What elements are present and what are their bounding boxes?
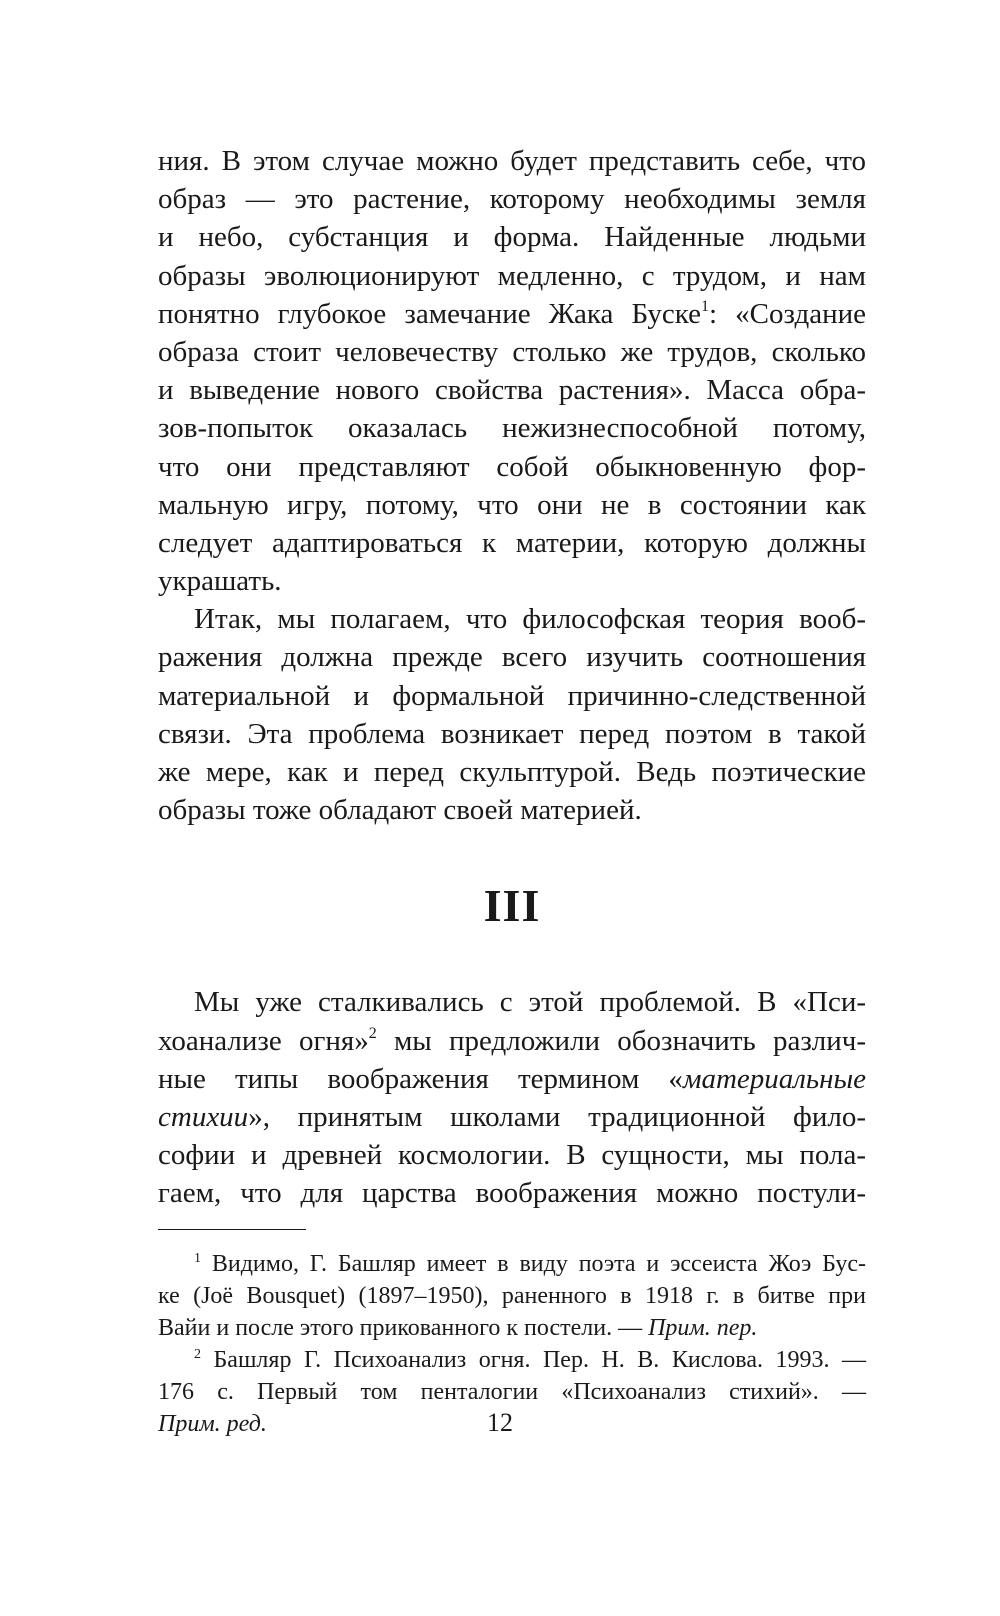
page-number: 12	[487, 1408, 513, 1437]
text-fragment: понятно глубокое замечание Жака Буске	[158, 297, 702, 330]
footnote-attribution: Прим. ред.	[158, 1410, 267, 1437]
text-fragment: мы предложили обозначить различ-	[376, 1024, 867, 1057]
text-line: и выведение нового свойства растения». Масса обра-	[158, 374, 866, 407]
paragraph-3	[158, 983, 866, 1212]
italic-term: материальные	[682, 1062, 866, 1095]
text-line: образы эволюционируют медленно, с трудом, и нам	[158, 259, 866, 292]
text-fragment: Видимо, Г. Башляр имеет в виду поэта и эссеиста Жоэ Бус-	[201, 1250, 866, 1277]
text-line	[158, 1060, 866, 1098]
paragraph-1	[158, 142, 866, 600]
book-page	[158, 142, 866, 1440]
footnote-line	[158, 1344, 866, 1376]
text-line: Итак, мы полагаем, что философская теория вооб-	[194, 603, 866, 636]
text-line: ражения должна прежде всего изучить соотношения	[158, 641, 866, 674]
footnote-ref-2: 2	[368, 1024, 377, 1042]
footnote-divider	[158, 1229, 306, 1230]
text-fragment: ные типы воображения термином «	[158, 1062, 683, 1095]
text-line: украшать.	[158, 565, 282, 598]
text-line: мальную игру, потому, что они не в состоянии как	[158, 488, 866, 521]
text-line: следует адаптироваться к материи, которую должны	[158, 526, 866, 559]
text-line: и небо, субстанция и форма. Найденные людьми	[158, 221, 866, 254]
text-fragment: : «Создание	[709, 297, 866, 330]
text-line: софии и древней космологии. В сущности, мы пола-	[158, 1139, 866, 1172]
footnote-marker: 2	[194, 1346, 201, 1362]
text-line: образ — это растение, которому необходимы земля	[158, 183, 866, 216]
footnote-attribution: Прим. пер.	[648, 1314, 758, 1341]
footnote-1	[158, 1248, 866, 1344]
text-line: образа стоит человечеству столько же трудов, сколько	[158, 335, 866, 368]
italic-term: стихии	[158, 1100, 249, 1133]
text-fragment: Вайи и после этого прикованного к постели. —	[158, 1314, 649, 1341]
text-line: ния. В этом случае можно будет представить себе, что	[158, 145, 866, 177]
text-line: связи. Эта проблема возникает перед поэтом в такой	[158, 717, 866, 750]
section-heading: III	[483, 880, 541, 932]
text-line	[158, 1022, 866, 1060]
text-fragment: », принятым школами традиционной фило-	[248, 1100, 866, 1133]
footnote-line: ке (Joë Bousquet) (1897–1950), раненного в 1918 г. в битве при	[158, 1282, 866, 1309]
footnote-line	[158, 1248, 866, 1280]
text-line	[158, 1098, 866, 1136]
text-line: Мы уже сталкивались с этой проблемой. В «Пси-	[194, 986, 866, 1019]
text-line: что они представляют собой обыкновенную фор-	[158, 450, 866, 483]
footnote-marker: 1	[194, 1250, 201, 1266]
text-line	[158, 295, 866, 333]
footnote-line: 176 с. Первый том пенталогии «Психоанализ стихий». —	[158, 1378, 866, 1405]
text-line: же мере, как и перед скульптурой. Ведь поэтические	[158, 756, 866, 788]
text-line: образы тоже обладают своей материей.	[158, 794, 642, 827]
text-line: гаем, что для царства воображения можно постули-	[158, 1177, 866, 1210]
text-line: материальной и формальной причинно-следственной	[158, 679, 866, 712]
text-fragment: Башляр Г. Психоанализ огня. Пер. Н. В. Кислова. 1993. —	[201, 1346, 866, 1373]
text-fragment: хоанализе огня»	[158, 1024, 369, 1057]
text-line: зов-попыток оказалась нежизнеспособной потому,	[158, 412, 866, 445]
footnote-ref-1: 1	[701, 297, 710, 315]
footnote-line	[158, 1312, 866, 1344]
paragraph-2	[158, 600, 866, 829]
